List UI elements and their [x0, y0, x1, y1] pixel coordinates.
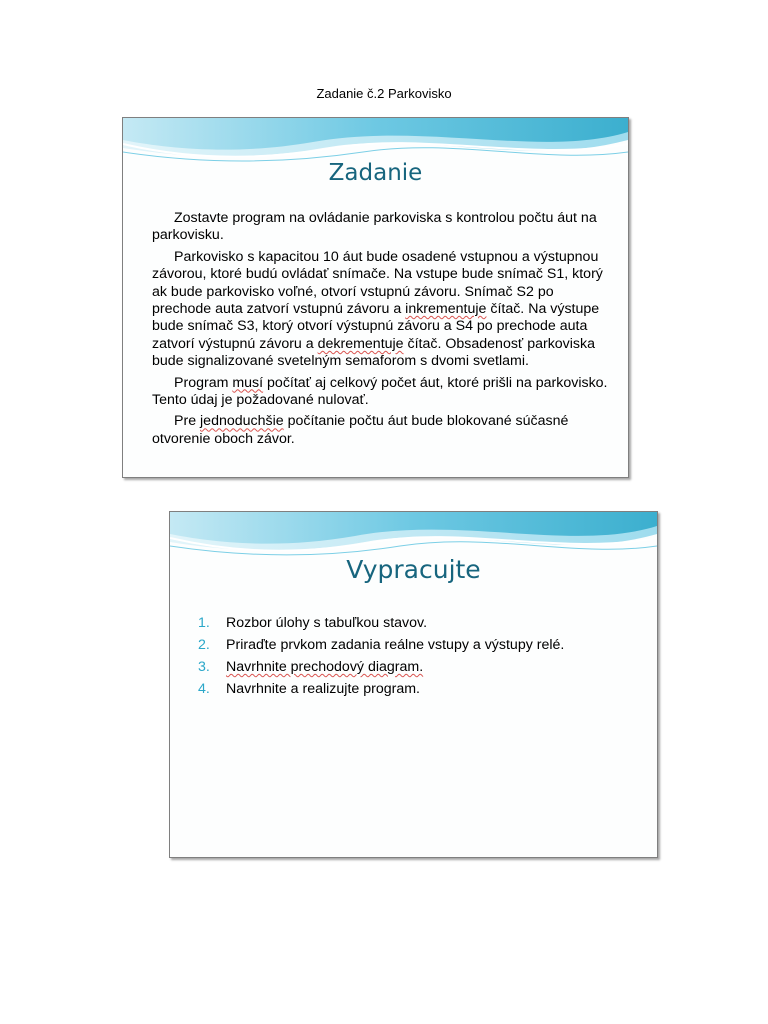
- task-list: [198, 612, 564, 700]
- list-item-text: Rozbor úlohy s tabuľkou stavov.: [226, 615, 428, 631]
- list-item-text: Navrhnite a realizujte program.: [226, 681, 420, 697]
- slide-zadanie: [122, 117, 629, 478]
- list-item: [198, 656, 564, 678]
- text-run: počítať aj celkový počet áut, ktoré prišli na parkovisko. Tento údaj je požadované nulovať.: [152, 374, 608, 409]
- paragraph-3: [152, 375, 612, 410]
- list-item-text: Priraďte prvkom zadania reálne vstupy a výstupy relé.: [226, 637, 565, 653]
- list-item: [198, 634, 564, 656]
- list-item-text: Navrhnite prechodový diagram.: [226, 659, 424, 675]
- list-item: [198, 678, 564, 700]
- list-number: 4.: [198, 681, 210, 697]
- text-run: čítač. Obsadenosť parkoviska bude signalizované svetelným semaforom s dvomi svetlami.: [152, 335, 596, 370]
- page-title: Zadanie č.2 Parkovisko: [316, 86, 452, 101]
- text-run: Parkovisko s kapacitou 10 áut bude osadené vstupnou a výstupnou závorou, ktoré budú ovládať snímače. Na vstupe bude snímač S1, ktorý ak bude parkovisko voľné, otvorí vstupnú závoru. Snímač S2 po prechode auta zatvorí vstupnú závoru a: [152, 248, 603, 318]
- text-run: Zostavte program na ovládanie parkoviska s kontrolou počtu áut na parkovisku.: [152, 210, 597, 244]
- paragraph-1: [152, 210, 612, 245]
- assignment-text: [152, 210, 612, 452]
- paragraph-4: [152, 413, 612, 448]
- list-number: 2.: [198, 637, 210, 653]
- spellcheck-word: inkrementuje: [405, 301, 487, 318]
- slide-heading-vypracujte: Vypracujte: [346, 555, 481, 584]
- spellcheck-word: musí: [232, 374, 264, 391]
- text-run: Pre: [174, 413, 201, 430]
- list-number: 3.: [198, 659, 210, 675]
- spellcheck-word: jednoduchšie: [200, 413, 284, 430]
- paragraph-2: [152, 249, 612, 371]
- slide-vypracujte: [169, 511, 658, 858]
- list-item: [198, 612, 564, 634]
- text-run: čítač. Na výstupe bude snímač S3, ktorý otvorí výstupnú závoru a S4 po prechode auta zatvorí výstupnú závoru a: [152, 301, 600, 352]
- text-run: Program: [174, 374, 233, 391]
- spellcheck-word: dekrementuje: [317, 335, 404, 352]
- list-number: 1.: [198, 615, 210, 631]
- text-run: počítanie počtu áut bude blokované súčasné otvorenie oboch závor.: [152, 413, 569, 447]
- slide-heading-zadanie: Zadanie: [328, 160, 423, 186]
